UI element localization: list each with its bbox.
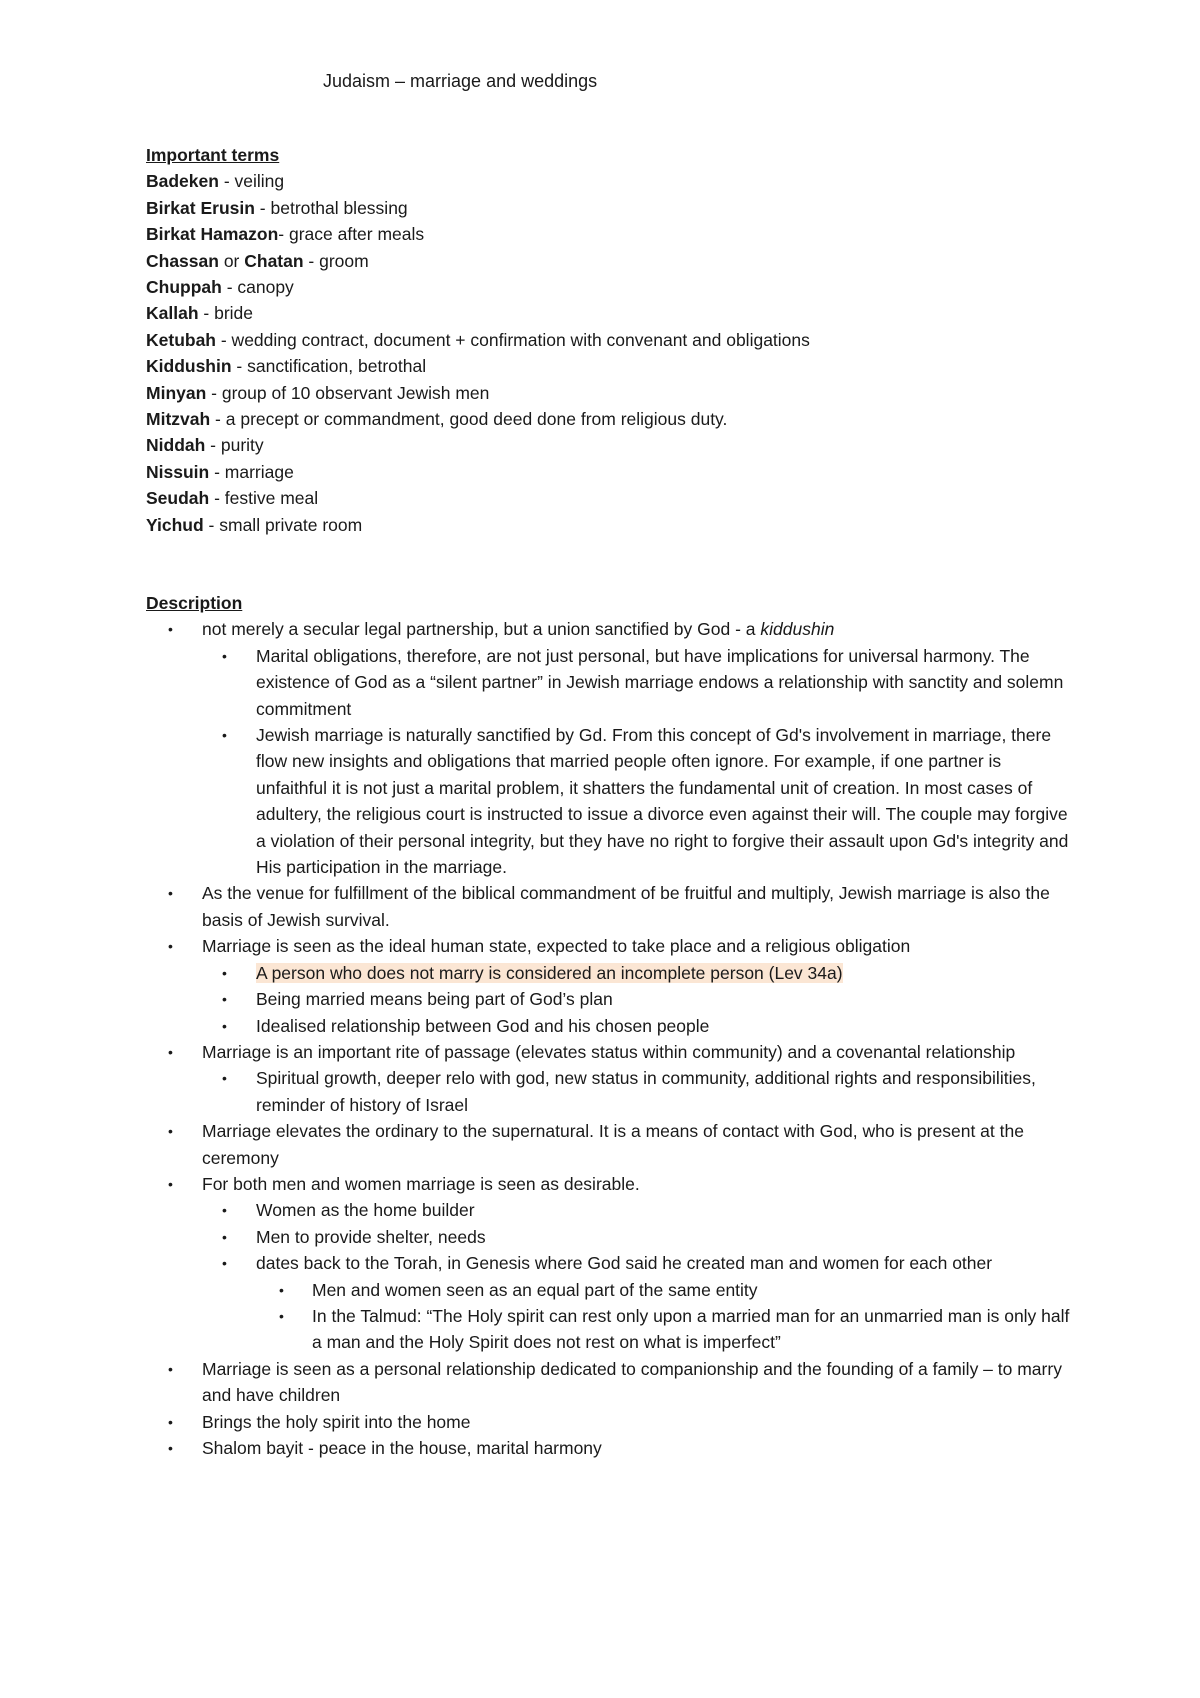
term-definition: - small private room <box>203 514 363 535</box>
bullet-text: Jewish marriage is naturally sanctified by Gd. From this concept of Gd's involvement in marriage, there flow new insights and obligations that married people often ignore. For example, if one partner is unfaithful it is not just a marital problem, it shatters the fundamental unit of creation. In most cases of adultery, the religious court is instructed to issue a divorce even against their will. The couple may forgive a violation of their personal integrity, but they have no right to forgive their assault upon Gd's integrity and His participation in the marriage. <box>256 725 1069 878</box>
term-definition: - groom <box>303 250 369 271</box>
bullet-text: In the Talmud: “The Holy spirit can rest only upon a married man for an unmarried man is only half a man and the Holy Spirit does not rest on what is imperfect” <box>312 1305 1070 1353</box>
bullet-item <box>168 1171 1072 1197</box>
sub-bullet-item <box>222 643 1072 722</box>
bullet-item <box>168 880 1072 933</box>
term-definition: - betrothal blessing <box>254 197 408 218</box>
term-definition: - grace after meals <box>278 224 425 245</box>
bullet-icon: • <box>222 1070 227 1087</box>
bullet-text: Marriage elevates the ordinary to the supernatural. It is a means of contact with God, who is present at the ceremony <box>202 1121 1024 1168</box>
bullet-item <box>168 1435 1072 1461</box>
term-name: Nissuin <box>146 461 210 482</box>
bullet-text: As the venue for fulfillment of the biblical commandment of be fruitful and multiply, Jewish marriage is also the basis of Jewish survival. <box>202 883 1050 930</box>
bullet-item <box>168 1039 1072 1065</box>
sub-sub-bullet-item <box>279 1303 1072 1356</box>
term-definition: - group of 10 observant Jewish men <box>206 382 490 403</box>
term-connector: or <box>218 250 245 271</box>
sub-bullet-item <box>222 1224 1072 1250</box>
sub-bullet-item <box>222 1197 1072 1223</box>
bullet-icon: • <box>222 727 227 744</box>
term-name: Mitzvah <box>146 409 211 430</box>
term-name: Minyan <box>146 382 207 403</box>
bullet-text: Men to provide shelter, needs <box>256 1226 486 1247</box>
term-name: Kallah <box>146 303 199 324</box>
term-definition: - bride <box>198 303 253 324</box>
term-name: Chuppah <box>146 277 222 298</box>
term-definition: - festive meal <box>209 488 319 509</box>
document-title: Judaism – marriage and weddings <box>323 71 598 91</box>
sub-bullet-item <box>222 1065 1072 1118</box>
bullet-icon: • <box>279 1281 284 1298</box>
important-terms-section <box>146 142 810 538</box>
highlighted-text: A person who does not marry is considered an incomplete person (Lev 34a) <box>256 962 843 983</box>
bullet-text: Marriage is an important rite of passage (elevates status within community) and a covenantal relationship <box>202 1041 1016 1062</box>
term-row <box>146 221 810 247</box>
bullet-text: Men and women seen as an equal part of the same entity <box>312 1279 758 1300</box>
term-definition: - sanctification, betrothal <box>231 356 427 377</box>
term-name: Niddah <box>146 435 206 456</box>
bullet-item <box>168 933 1072 959</box>
bullet-icon: • <box>168 1175 173 1192</box>
bullet-text: Spiritual growth, deeper relo with god, new status in community, additional rights and responsibilities, reminder of history of Israel <box>256 1068 1036 1115</box>
term-row <box>146 353 810 379</box>
sub-bullet-item <box>222 722 1072 880</box>
term-definition: - wedding contract, document + confirmation with convenant and obligations <box>216 329 810 350</box>
bullet-text: Marital obligations, therefore, are not just personal, but have implications for universal harmony. The existence of God as a “silent partner” in Jewish marriage endows a relationship with sanctity and solemn commitment <box>256 645 1064 719</box>
description-heading: Description <box>146 593 243 613</box>
term-name: Badeken <box>146 171 219 192</box>
bullet-text: dates back to the Torah, in Genesis where God said he created man and women for each other <box>256 1253 993 1274</box>
term-name: Ketubah <box>146 329 216 350</box>
term-row <box>146 380 810 406</box>
bullet-text: For both men and women marriage is seen as desirable. <box>202 1173 640 1194</box>
term-definition: - marriage <box>209 461 294 482</box>
sub-bullet-item <box>222 960 1072 986</box>
bullet-icon: • <box>168 1413 173 1430</box>
sub-bullet-item <box>222 986 1072 1012</box>
term-name-alt: Chatan <box>244 250 304 271</box>
term-name: Seudah <box>146 488 210 509</box>
term-row <box>146 195 810 221</box>
bullet-icon: • <box>222 1255 227 1272</box>
sub-bullet-item <box>222 1013 1072 1039</box>
bullet-item <box>168 1118 1072 1171</box>
term-row <box>146 432 810 458</box>
bullet-icon: • <box>168 1123 173 1140</box>
bullet-text: Being married means being part of God’s plan <box>256 989 613 1010</box>
bullet-icon: • <box>168 885 173 902</box>
bullet-icon: • <box>168 938 173 955</box>
term-row <box>146 459 810 485</box>
term-name: Chassan <box>146 250 219 271</box>
bullet-icon: • <box>222 1017 227 1034</box>
bullet-text: Women as the home builder <box>256 1200 475 1221</box>
bullet-icon: • <box>168 1360 173 1377</box>
term-definition: - veiling <box>218 171 285 192</box>
sub-bullet-item <box>222 1250 1072 1276</box>
bullet-text: not merely a secular legal partnership, but a union sanctified by God - a <box>202 619 761 640</box>
bullet-text: Marriage is seen as a personal relationship dedicated to companionship and the founding of a family – to marry and have children <box>202 1358 1062 1406</box>
term-row <box>146 512 810 538</box>
term-name: Kiddushin <box>146 356 232 377</box>
important-terms-heading: Important terms <box>146 145 280 165</box>
bullet-icon: • <box>279 1307 284 1324</box>
bullet-text: Shalom bayit - peace in the house, marital harmony <box>202 1438 602 1458</box>
bullet-icon: • <box>222 964 227 981</box>
bullet-item <box>168 616 1072 642</box>
bullet-icon: • <box>168 1440 173 1456</box>
bullet-icon: • <box>222 1228 227 1245</box>
bullet-text: Marriage is seen as the ideal human state, expected to take place and a religious obligation <box>202 936 911 957</box>
bullet-icon: • <box>168 621 173 638</box>
bullet-text-italic: kiddushin <box>760 619 835 640</box>
term-name: Yichud <box>146 514 204 535</box>
term-row <box>146 485 810 511</box>
sub-sub-bullet-item <box>279 1277 1072 1303</box>
term-row <box>146 327 810 353</box>
term-row <box>146 248 810 274</box>
description-section <box>146 590 1072 1461</box>
term-row <box>146 274 810 300</box>
term-definition: - a precept or commandment, good deed done from religious duty. <box>210 409 728 430</box>
bullet-text: Idealised relationship between God and his chosen people <box>256 1015 710 1036</box>
term-definition: - canopy <box>221 277 294 298</box>
term-definition: - purity <box>205 435 264 456</box>
bullet-icon: • <box>222 647 227 664</box>
bullet-item <box>168 1409 1072 1435</box>
term-name: Birkat Hamazon <box>146 224 279 245</box>
term-name: Birkat Erusin <box>146 197 255 218</box>
term-row <box>146 406 810 432</box>
bullet-icon: • <box>168 1043 173 1060</box>
bullet-icon: • <box>222 991 227 1008</box>
term-row <box>146 300 810 326</box>
bullet-text: Brings the holy spirit into the home <box>202 1411 471 1432</box>
bullet-icon: • <box>222 1202 227 1219</box>
term-row <box>146 168 810 194</box>
bullet-item <box>168 1356 1072 1409</box>
